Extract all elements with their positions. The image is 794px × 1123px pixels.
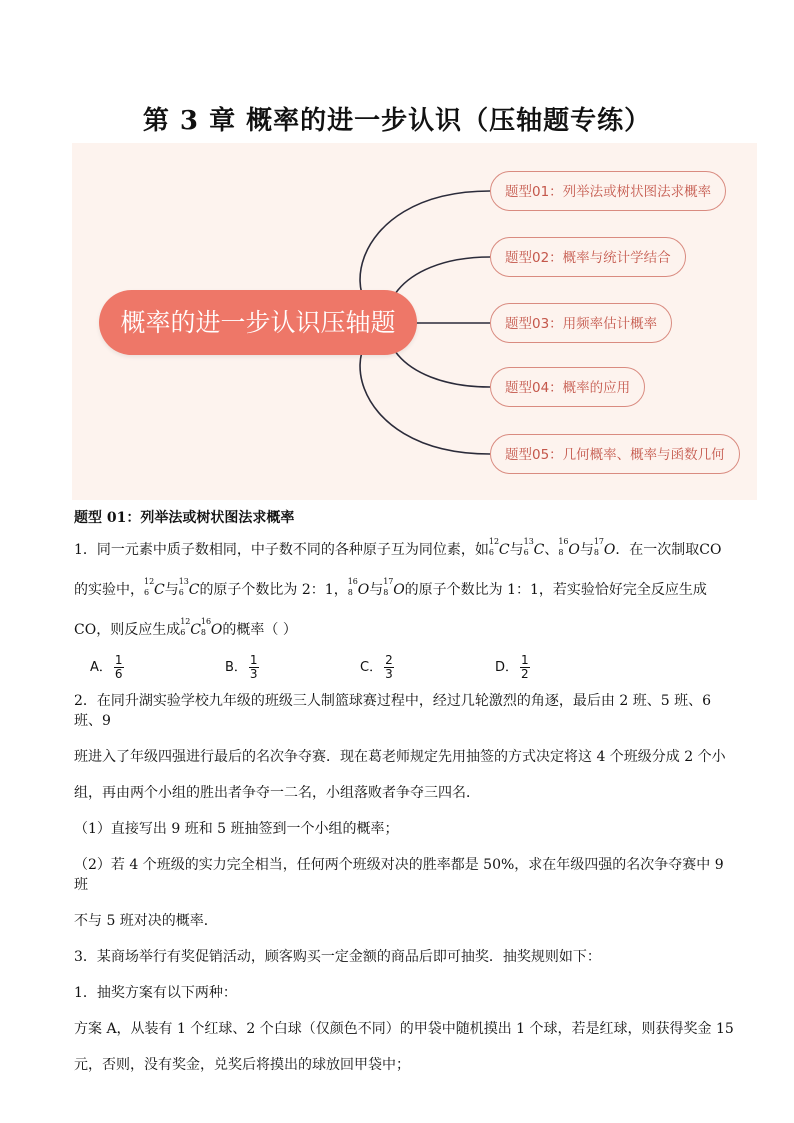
q2-line3: 组，再由两个小组的胜出者争夺一二名，小组落败者争夺三四名．	[74, 785, 480, 801]
isotope-o16-b: 16 8 O	[347, 577, 370, 598]
isotope-c13-b: 13 6 C	[178, 577, 200, 598]
isotope-o17: 17 8 O	[593, 537, 616, 558]
q3-line1: 3．某商场举行有奖促销活动，顾客购买一定金额的商品后即可抽奖．抽奖规则如下：	[74, 949, 601, 965]
isotope-o16: 16 8 O	[558, 537, 580, 558]
question-content	[74, 508, 734, 1075]
q2-line1: 2．在同升湖实验学校九年级的班级三人制篮球赛过程中，经过几轮激烈的角逐，最后由 2 班、5 班、6 班、9	[74, 693, 711, 729]
mind-map-center: 概率的进一步认识压轴题	[99, 290, 417, 355]
q1-line2: 的实验中， 12 6 C与 13 6 C的原子个数比为 2：1， 16 8 O与 17 8 O的原子个数比为 1：1，若实验恰好完全反应生成	[74, 577, 707, 598]
topic-node-1: 题型01：列举法或树状图法求概率	[490, 171, 726, 211]
topic-node-5: 题型05：几何概率、概率与函数几何	[490, 434, 740, 474]
compound-co: 12 6 C	[180, 617, 201, 638]
compound-o: 16 8 O	[200, 617, 223, 638]
topic-node-2: 题型02：概率与统计学结合	[490, 237, 686, 277]
q2-line5: （2）若 4 个班级的实力完全相当，任何两个班级对决的胜率都是 50%，求在年级四强的名次争夺赛中 9 班	[74, 857, 724, 893]
q3-line2: 1．抽奖方案有以下两种：	[74, 985, 237, 1001]
q1-line3: CO，则反应生成 12 6 C 16 8 O的概率（ ）	[74, 617, 297, 638]
isotope-c12-b: 12 6 C	[144, 577, 165, 598]
q1-options	[90, 654, 734, 681]
q2-line6: 不与 5 班对决的概率．	[74, 913, 218, 929]
isotope-c12: 12 6 C	[488, 537, 510, 558]
option-c[interactable]: C． $\frac{2}{3}$	[360, 653, 393, 681]
isotope-o17-b: 17 8 O	[383, 577, 405, 598]
q3-line4: 元，否则，没有奖金，兑奖后将摸出的球放回甲袋中；	[74, 1057, 410, 1073]
option-a[interactable]: A． $\frac{1}{6}$	[90, 653, 123, 681]
topic-node-3: 题型03：用频率估计概率	[490, 303, 672, 343]
topic-node-4: 题型04：概率的应用	[490, 367, 645, 407]
section-heading: 题型 01：列举法或树状图法求概率	[74, 510, 295, 526]
mind-map	[72, 143, 757, 500]
option-b[interactable]: B． $\frac{1}{3}$	[225, 653, 258, 681]
isotope-c13: 13 6 C	[523, 537, 545, 558]
page-title: 第 3 章 概率的进一步认识（压轴题专练）	[142, 106, 652, 136]
q2-line4: （1）直接写出 9 班和 5 班抽签到一个小组的概率；	[74, 821, 399, 837]
q2-line2: 班进入了年级四强进行最后的名次争夺赛．现在葛老师规定先用抽签的方式决定将这 4 个班级分成 2 个小	[74, 749, 726, 765]
option-d[interactable]: D． $\frac{1}{2}$	[495, 653, 529, 681]
q3-line3: 方案 A，从装有 1 个红球、2 个白球（仅颜色不同）的甲袋中随机摸出 1 个球，若是红球，则获得奖金 15	[74, 1021, 734, 1037]
q1-line1: 1．同一元素中质子数相同，中子数不同的各种原子互为同位素，如 12 6 C与 13 6 C、 16 8 O与 17 8 O．在一次制取CO	[74, 537, 722, 558]
